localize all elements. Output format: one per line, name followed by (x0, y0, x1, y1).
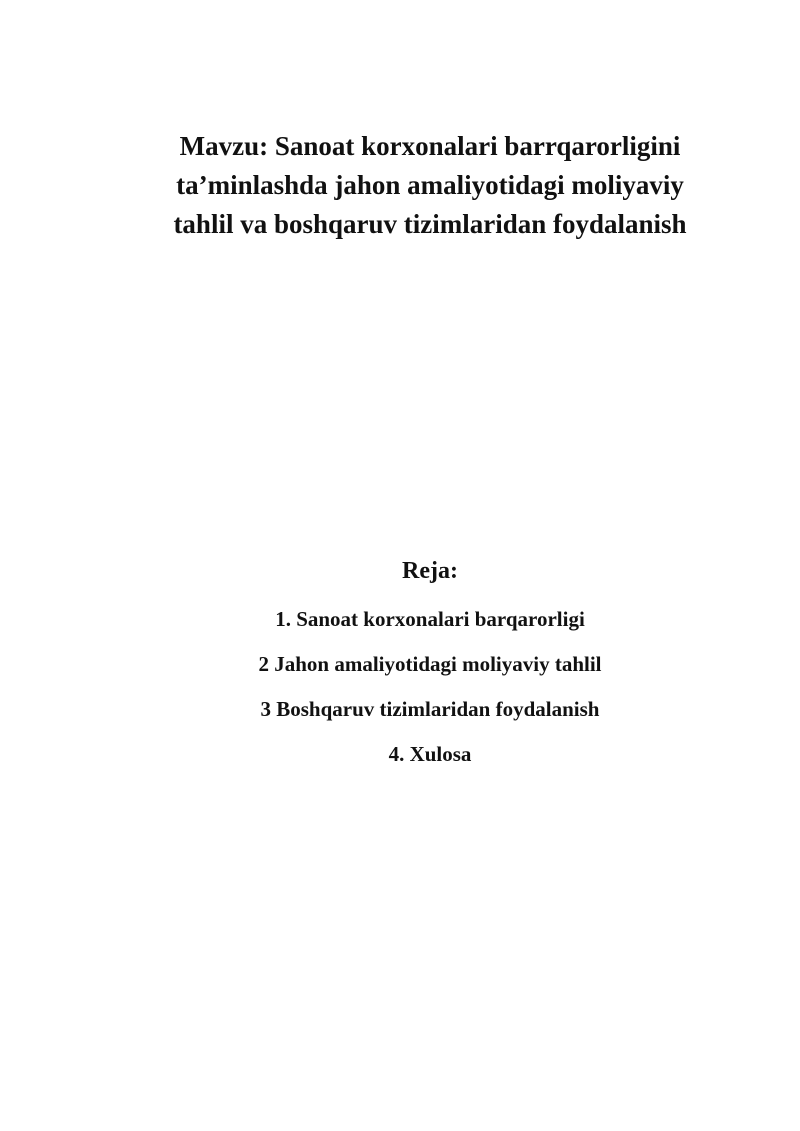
plan-item: 4. Xulosa (388, 742, 472, 766)
title-line: tahlil va boshqaruv tizimlaridan foydalanish (173, 209, 687, 239)
document-title (100, 127, 760, 244)
plan-item: 3 Boshqaruv tizimlaridan foydalanish (260, 697, 600, 721)
plan-item: 2 Jahon amaliyotidagi moliyaviy tahlil (258, 652, 602, 676)
plan-heading: Reja: (402, 558, 458, 584)
plan-section (100, 553, 760, 785)
title-line: Mavzu: Sanoat korxonalari barrqarorligini (179, 131, 681, 161)
title-line: ta’minlashda jahon amaliyotidagi moliyaviy (176, 170, 684, 200)
plan-list (100, 605, 760, 768)
plan-item: 1. Sanoat korxonalari barqarorligi (275, 607, 585, 631)
